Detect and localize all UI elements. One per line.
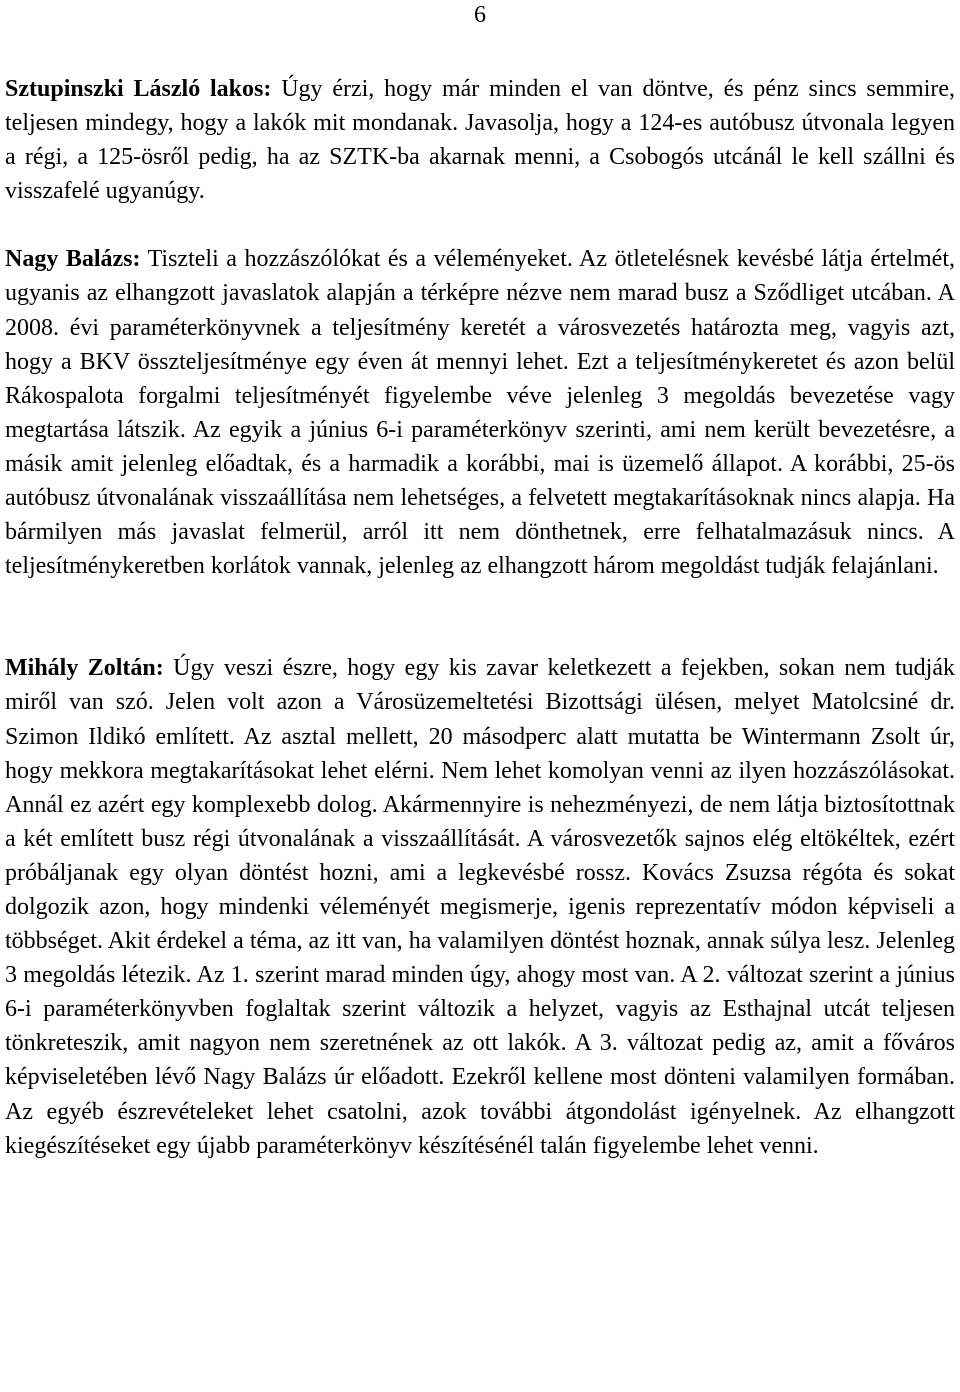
speaker-name: Nagy Balázs:: [5, 246, 141, 273]
paragraph-sztupinszki: [5, 72, 955, 208]
paragraph-text: Úgy érzi, hogy már minden el van döntve, és pénz sincs semmire, teljesen mindegy, hogy a lakók mit mondanak. Javasolja, hogy a 124-es autóbusz útvonala legyen a régi, a 125-ösről pedig, ha az SZTK-ba akarnak menni, a Csobogós utcánál le kell szállni és visszafelé ugyanúgy.: [5, 76, 956, 205]
paragraph-text: Tiszteli a hozzászólókat és a véleményeket. Az ötletelésnek kevésbé látja értelmét, ugyanis az elhangzott javaslatok alapján a térképre nézve nem marad busz a Sződliget utcában. A 2008. évi paraméterkönyvnek a teljesítmény keretét a városvezetés határozta meg, vagyis azt, hogy a BKV összteljesítménye egy éven át mennyi lehet. Ezt a teljesítménykeretet és azon belül Rákospalota forgalmi teljesítményét figyelembe véve jelenleg 3 megoldás bevezetése vagy megtartása látszik. Az egyik a június 6-i paraméterkönyv szerinti, ami nem került bevezetésre, a másik amit jelenleg előadtak, és a harmadik a korábbi, mai is üzemelő állapot. A korábbi, 25-ös autóbusz útvonalának visszaállítása nem lehetséges, a felvetett megtakarításoknak nincs alapja. Ha bármilyen más javaslat felmerül, arról itt nem dönthetnek, erre felhatalmazásuk nincs. A teljesítménykeretben korlátok vannak, jelenleg az elhangzott három megoldást tudják felajánlani.: [5, 246, 955, 580]
page-number: 6: [474, 2, 486, 28]
paragraph-nagy-balazs: [5, 242, 955, 583]
paragraph-mihaly-zoltan: [5, 651, 955, 1162]
document-body: [5, 72, 955, 1163]
speaker-name: Sztupinszki László lakos:: [5, 76, 272, 102]
speaker-name: Mihály Zoltán:: [5, 655, 164, 682]
paragraph-text: Úgy veszi észre, hogy egy kis zavar keletkezett a fejekben, sokan nem tudják miről van szó. Jelen volt azon a Városüzemeltetési Bizottsági ülésen, melyet Matolcsiné dr. Szimon Ildikó említett. Az asztal mellett, 20 másodperc alatt mutatta be Wintermann Zsolt úr, hogy mekkora megtakarításokat lehet elérni. Nem lehet komolyan venni az ilyen hozzászólásokat. Annál ez azért egy komplexebb dolog. Akármennyire is nehezményezi, de nem látja biztosítottnak a két említett busz régi útvonalának a visszaállítását. A városvezetők sajnos elég eltökéltek, ezért próbáljanak egy olyan döntést hozni, ami a legkevésbé rossz. Kovács Zsuzsa régóta és sokat dolgozik azon, hogy mindenki véleményét megismerje, igenis reprezentatív módon képviseli a többséget. Akit érdekel a téma, az itt van, ha valamilyen döntést hoznak, annak súlya lesz. Jelenleg 3 megoldás létezik. Az 1. szerint marad minden úgy, ahogy most van. A 2. változat szerint a június 6-i paraméterkönyvben foglaltak szerint változik a helyzet, vagyis az Esthajnal utcát teljesen tönkreteszik, amit nagyon nem szeretnének az ott lakók. A 3. változat pedig az, amit a főváros képviseletében lévő Nagy Balázs úr előadott. Ezekről kellene most dönteni valamilyen formában. Az egyéb észrevételeket lehet csatolni, azok további átgondolást igényelnek. Az elhangzott kiegészítéseket egy újabb paraméterkönyv készítésénél talán figyelembe lehet venni.: [5, 655, 956, 1159]
